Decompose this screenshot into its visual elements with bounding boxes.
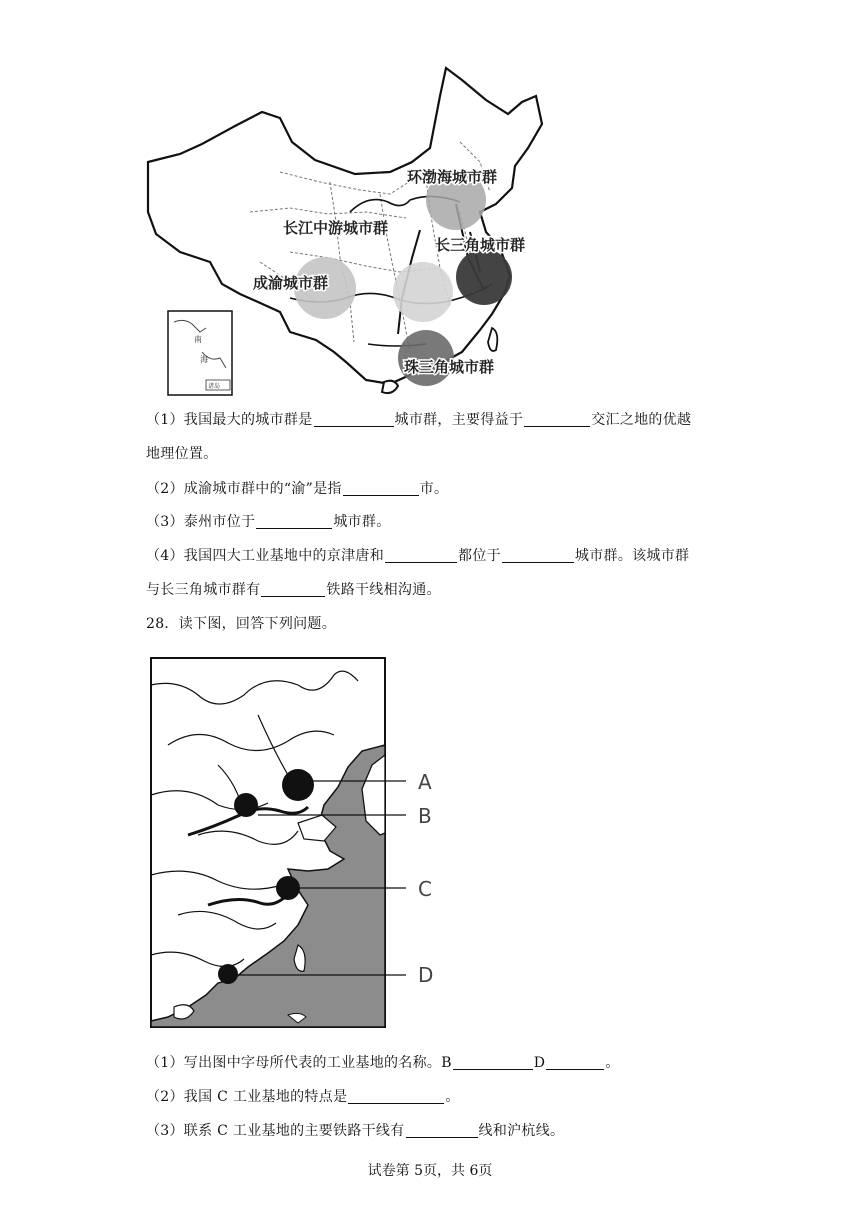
q27-2-text-a: （2）成渝城市群中的“渝”是指 — [146, 481, 342, 497]
changjiang-mid-cluster-label: 长江中游城市群 — [283, 219, 389, 237]
label-a: A — [418, 770, 432, 794]
label-d: D — [418, 963, 434, 987]
q27-1-text-c: 交汇之地的优越 — [591, 412, 692, 428]
q27-4-text-c: 城市群。该城市群 — [574, 548, 690, 564]
inset-label-2: 海 — [200, 355, 208, 364]
q28-1-text-a: （1）写出图中字母所代表的工业基地的名称。B — [146, 1055, 452, 1071]
q28-1-text-c: 。 — [605, 1055, 620, 1071]
q27-4-blank-2[interactable] — [502, 548, 574, 563]
q27-item-2 — [146, 479, 448, 499]
yangtze-delta-cluster-circle — [456, 249, 512, 305]
q27-4-text-b: 都位于 — [458, 548, 501, 564]
q27-3-text-b: 城市群。 — [333, 514, 391, 530]
q28-3-blank[interactable] — [406, 1123, 478, 1138]
q28-3-text-a: （3）联系 C 工业基地的主要铁路干线有 — [146, 1123, 405, 1139]
q28-2-text-b: 。 — [445, 1089, 460, 1105]
q28-1-text-b: D — [533, 1055, 546, 1071]
q28-title-text: 28．读下图，回答下列问题。 — [146, 616, 337, 632]
q27-1-blank-1[interactable] — [314, 412, 394, 427]
q28-1-blank-d[interactable] — [546, 1055, 604, 1070]
q27-4-blank-1[interactable] — [385, 548, 457, 563]
q27-item-1-line1 — [146, 410, 691, 430]
q27-1-text-a: （1）我国最大的城市群是 — [146, 412, 313, 428]
q28-item-1 — [146, 1053, 620, 1073]
q28-item-3 — [146, 1121, 564, 1141]
q28-3-text-b: 线和沪杭线。 — [478, 1123, 565, 1139]
base-b-blob — [234, 793, 258, 817]
q27-2-blank[interactable] — [343, 481, 419, 496]
q28-item-2 — [146, 1087, 460, 1107]
page-footer: 试卷第 5页，共 6页 — [367, 1163, 493, 1179]
q27-4-blank-3[interactable] — [261, 582, 325, 597]
q27-4-text-a: （4）我国四大工业基地中的京津唐和 — [146, 548, 385, 564]
q27-item-4-line1 — [146, 546, 689, 566]
industrial-base-map — [148, 655, 448, 1030]
yangtze-delta-cluster-label: 长三角城市群 — [435, 236, 526, 254]
china-city-cluster-map — [140, 62, 555, 400]
q28-title — [146, 614, 336, 634]
q27-1-text-d: 地理位置。 — [146, 446, 218, 462]
q27-2-text-b: 市。 — [419, 481, 449, 497]
changjiang-mid-cluster-circle — [393, 262, 453, 322]
base-d-blob — [218, 964, 238, 984]
hainan-island — [382, 381, 398, 393]
q27-3-text-a: （3）泰州市位于 — [146, 514, 256, 530]
inset-label-3: 诸岛 — [208, 383, 221, 390]
label-c: C — [418, 877, 432, 901]
q27-item-4-line2 — [146, 580, 441, 600]
q28-2-blank[interactable] — [348, 1089, 444, 1104]
q27-item-3 — [146, 512, 391, 532]
bohai-cluster-label: 环渤海城市群 — [407, 168, 498, 186]
taiwan-island — [488, 328, 497, 351]
south-china-sea-inset — [168, 311, 232, 395]
base-c-blob — [276, 876, 300, 900]
q28-1-blank-b[interactable] — [453, 1055, 533, 1070]
pearl-delta-cluster-label: 珠三角城市群 — [404, 358, 495, 376]
label-b: B — [418, 804, 432, 828]
q27-3-blank[interactable] — [256, 514, 332, 529]
q27-1-blank-2[interactable] — [524, 412, 590, 427]
q27-1-text-b: 城市群，主要得益于 — [394, 412, 524, 428]
q28-2-text-a: （2）我国 C 工业基地的特点是 — [146, 1089, 348, 1105]
q27-4-text-e: 铁路干线相沟通。 — [326, 582, 441, 598]
base-a-blob — [282, 769, 314, 801]
chengyu-cluster-label: 成渝城市群 — [253, 274, 329, 292]
q27-4-text-d: 与长三角城市群有 — [146, 582, 261, 598]
inset-label-1: 南 — [194, 335, 202, 344]
q27-item-1-line2 — [146, 444, 218, 464]
